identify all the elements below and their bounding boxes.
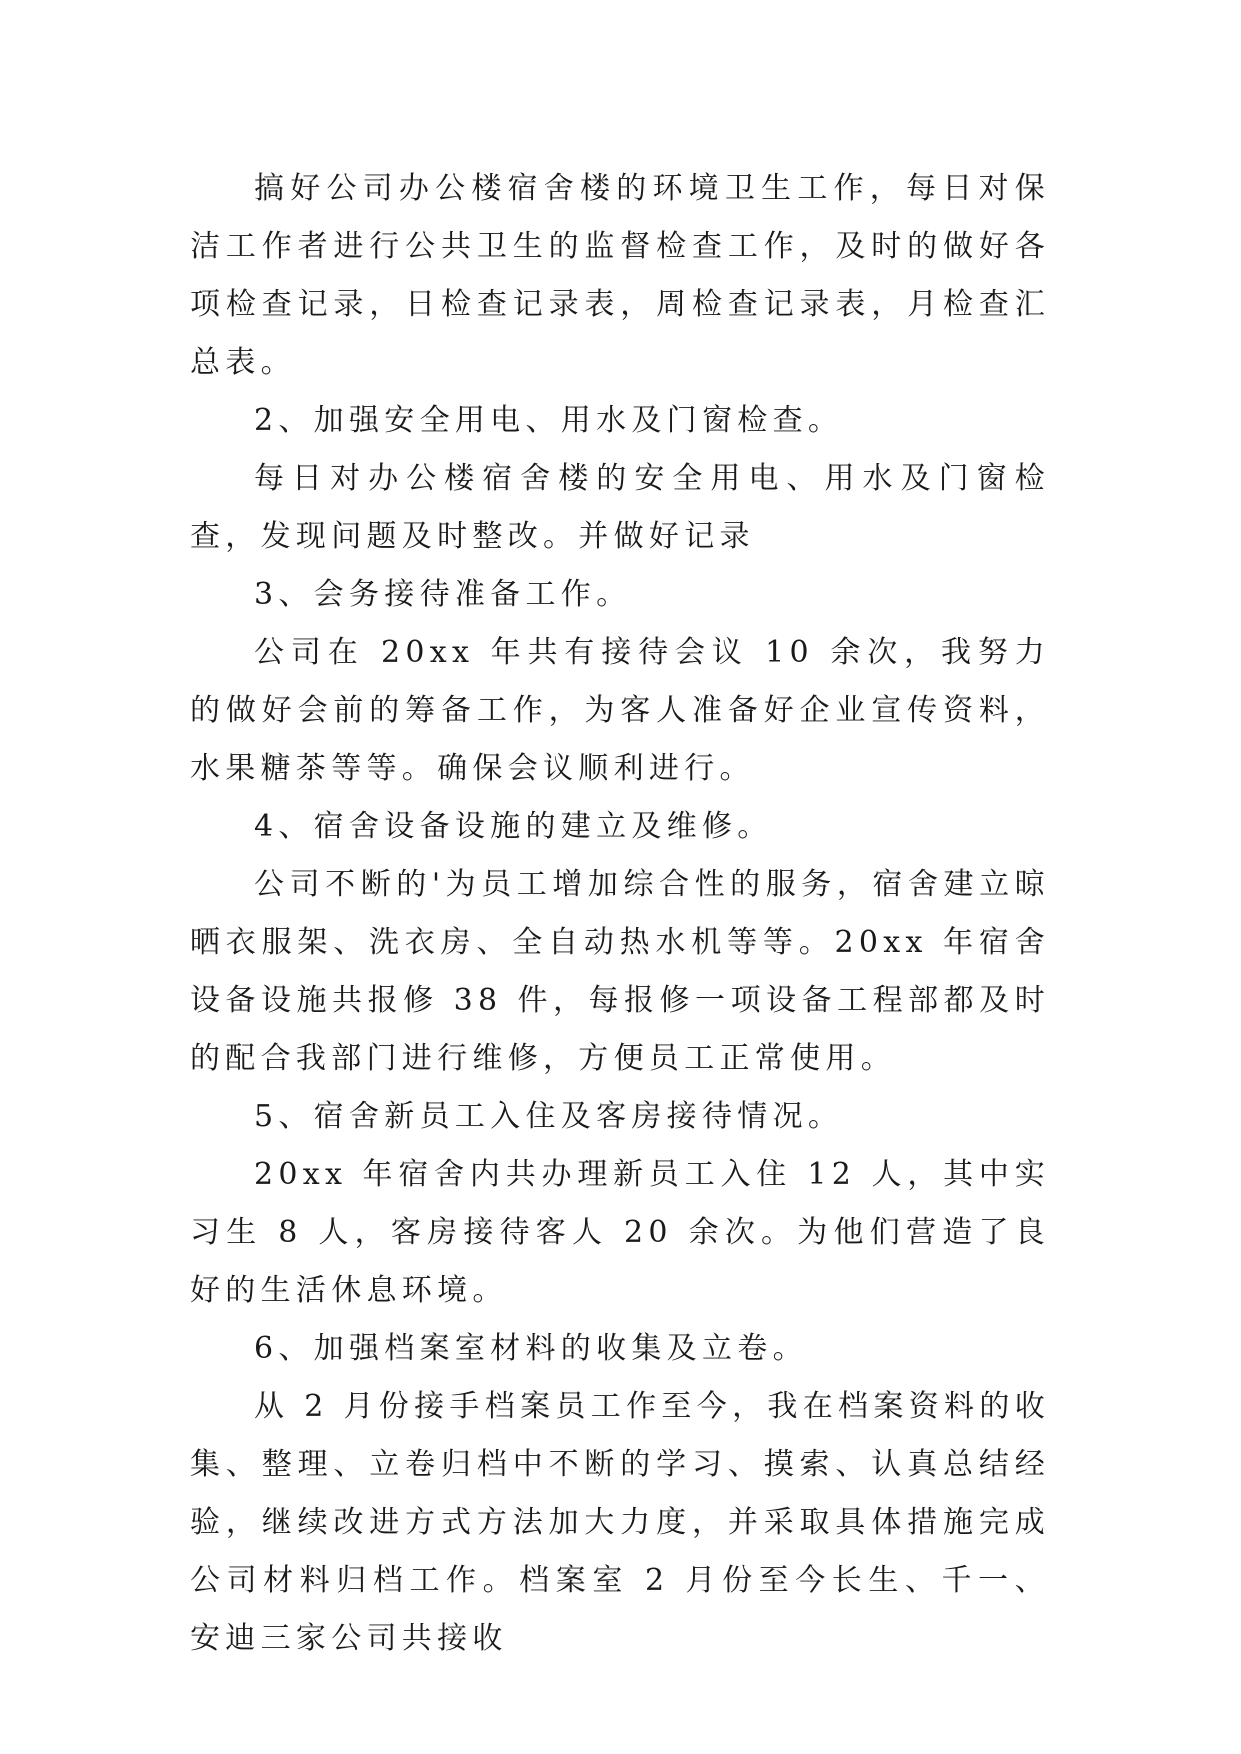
- document-page: [190, 160, 1050, 1668]
- paragraph-dorm-facilities: 公司不断的'为员工增加综合性的服务，宿舍建立晾晒衣服架、洗衣房、全自动热水机等等。20xx 年宿舍设备设施共报修 38 件，每报修一项设备工程部都及时的配合我部门进行维修，方便员工正常使用。: [190, 867, 1050, 1076]
- paragraph-new-staff: 20xx 年宿舍内共办理新员工入住 12 人，其中实习生 8 人，客房接待客人 20 余次。为他们营造了良好的生活休息环境。: [190, 1157, 1050, 1308]
- heading-new-staff: 5、宿舍新员工入住及客房接待情况。: [254, 1099, 844, 1134]
- paragraph-archives: 从 2 月份接手档案员工作至今，我在档案资料的收集、整理、立卷归档中不断的学习、摸索、认真总结经验，继续改进方式方法加大力度，并采取具体措施完成公司材料归档工作。档案室 2 月份至今长生、千一、安迪三家公司共接收: [190, 1389, 1050, 1656]
- heading-dorm-facilities: 4、宿舍设备设施的建立及维修。: [254, 809, 773, 844]
- paragraph-safety-check: 每日对办公楼宿舍楼的安全用电、用水及门窗检查，发现问题及时整改。并做好记录: [190, 461, 1050, 554]
- heading-archives: 6、加强档案室材料的收集及立卷。: [254, 1331, 808, 1366]
- paragraph-sanitation: 搞好公司办公楼宿舍楼的环境卫生工作，每日对保洁工作者进行公共卫生的监督检查工作，及时的做好各项检查记录，日检查记录表，周检查记录表，月检查汇总表。: [190, 171, 1050, 380]
- heading-meeting-prep: 3、会务接待准备工作。: [254, 577, 632, 612]
- paragraph-meeting-prep: 公司在 20xx 年共有接待会议 10 余次，我努力的做好会前的筹备工作，为客人准备好企业宣传资料，水果糖茶等等。确保会议顺利进行。: [190, 635, 1050, 786]
- heading-safety-check: 2、加强安全用电、用水及门窗检查。: [254, 403, 844, 438]
